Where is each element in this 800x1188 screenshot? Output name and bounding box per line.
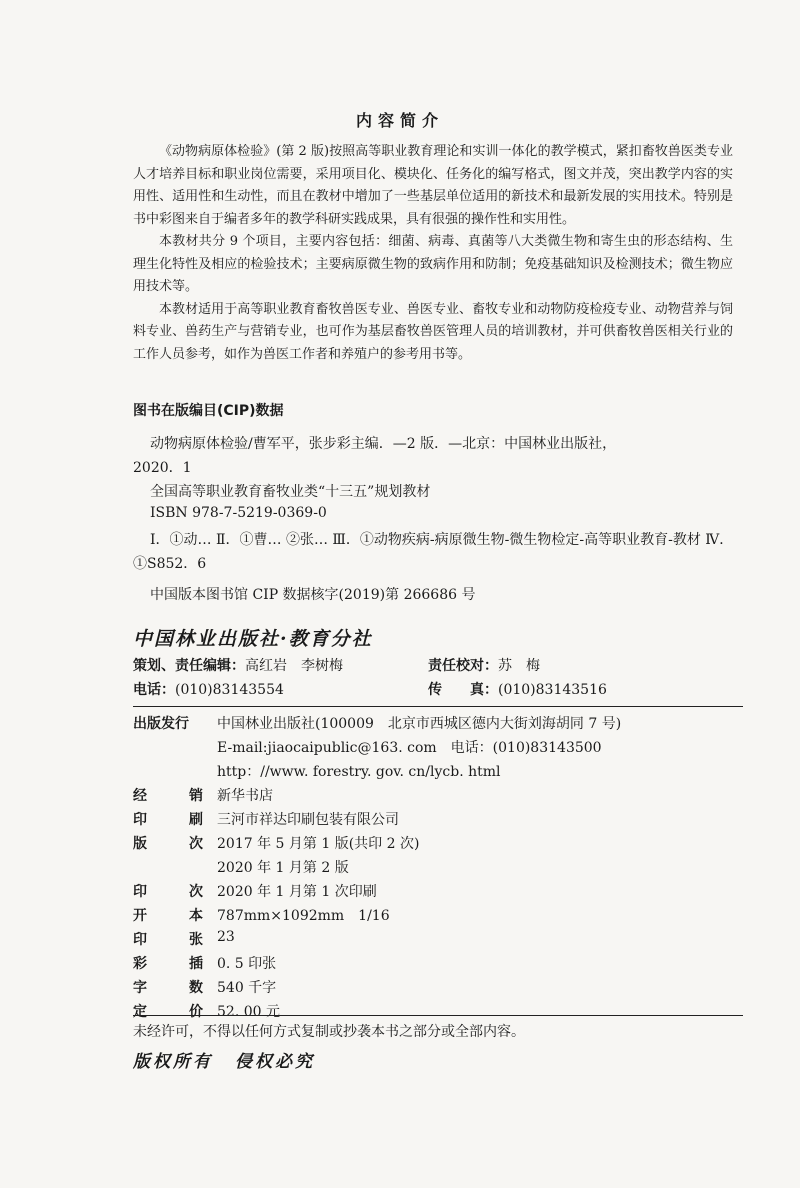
cip-line-1b: 2020．1	[133, 460, 192, 476]
detail-key-char-2: 本	[189, 908, 203, 924]
editor-label: 策划、责任编辑：	[133, 658, 245, 674]
intro-paragraph-3: 本教材适用于高等职业教育畜牧兽医专业、兽医专业、畜牧专业和动物防疫检疫专业、动物营养与饲料专业、兽药生产与营销专业，也可作为基层畜牧兽医管理人员的培训教材，并可供畜牧兽医相关行业的工作人员参考，如作为兽医工作者和养殖户的参考用书等。	[133, 301, 733, 362]
detail-value: 52. 00 元	[217, 1004, 280, 1020]
detail-key-char-1: 印	[133, 812, 147, 828]
detail-key-char-2: 次	[189, 884, 203, 900]
detail-key-char-1: 开	[133, 908, 147, 924]
infringement-notice: 侵权必究	[235, 1052, 315, 1072]
proof-value: 苏 梅	[498, 658, 540, 674]
detail-key-char-2: 刷	[189, 812, 203, 828]
website-line: http：//www. forestry. gov. cn/lycb. html	[217, 764, 501, 780]
detail-key-char-1: 印	[133, 884, 147, 900]
detail-row	[133, 785, 273, 805]
detail-key	[133, 929, 203, 949]
intro-section	[133, 141, 733, 366]
detail-key-char-2: 数	[189, 980, 203, 996]
detail-value: 787mm×1092mm 1/16	[217, 908, 390, 924]
divider-bottom	[133, 1015, 743, 1016]
detail-row	[133, 977, 276, 997]
detail-key	[133, 1001, 203, 1021]
rights-reserved: 版权所有	[133, 1052, 213, 1072]
detail-key-char-2: 次	[189, 836, 203, 852]
detail-value: 23	[217, 929, 235, 945]
intro-paragraph-1: 《动物病原体检验》(第 2 版)按照高等职业教育理论和实训一体化的教学模式，紧扣畜牧兽医类专业人才培养目标和职业岗位需要，采用项目化、模块化、任务化的编写格式，图文并茂，突出教学内容的实用性、适用性和生动性，而且在教材中增加了一些基层单位适用的新技术和最新发展的实用技术。特别是书中彩图来自于编者多年的教学科研实践成果，具有很强的操作性和实用性。	[133, 144, 733, 227]
editor-row	[133, 655, 343, 675]
detail-row	[133, 953, 276, 973]
detail-key-char-1: 版	[133, 836, 147, 852]
detail-key-char-1: 定	[133, 1004, 147, 1020]
detail-key-char-2: 销	[189, 788, 203, 804]
fax-label: 传 真：	[428, 682, 498, 698]
detail-key	[133, 977, 203, 997]
cip-heading: 图书在版编目(CIP)数据	[133, 403, 284, 419]
detail-value: 540 千字	[217, 980, 277, 996]
cip-classification: Ⅰ．①动… Ⅱ．①曹… ②张… Ⅲ．①动物疾病-病原微生物-微生物检定-高等职业教育-教材 Ⅳ．①S852．6	[133, 532, 734, 572]
detail-key	[133, 953, 203, 973]
detail-value: 新华书店	[217, 788, 273, 804]
publish-key: 出版发行	[133, 716, 189, 732]
page-title: 内容简介	[355, 111, 444, 130]
detail-row	[133, 905, 390, 925]
detail-key	[133, 785, 203, 805]
detail-value: 2020 年 1 月第 1 次印刷	[217, 884, 377, 900]
detail-value: 2017 年 5 月第 1 版(共印 2 次)	[217, 836, 420, 852]
detail-row	[133, 857, 349, 877]
detail-row	[133, 1001, 280, 1021]
detail-key-char-2: 价	[189, 1004, 203, 1020]
copy-notice: 未经许可，不得以任何方式复制或抄袭本书之部分或全部内容。	[133, 1024, 525, 1040]
publisher-banner: 中国林业出版社·教育分社	[133, 628, 373, 650]
detail-value: 2020 年 1 月第 2 版	[217, 860, 349, 876]
cip-series: 全国高等职业教育畜牧业类“十三五”规划教材	[150, 484, 431, 500]
publish-row	[133, 713, 621, 733]
email-line: E-mail:jiaocaipublic@163. com 电话：(010)83143500	[217, 740, 602, 756]
intro-paragraph-2: 本教材共分 9 个项目，主要内容包括：细菌、病毒、真菌等八大类微生物和寄生虫的形态结构、生理生化特性及相应的检验技术；主要病原微生物的致病作用和防制；免疫基础知识及检测技术；微生物应用技术等。	[133, 234, 733, 294]
rights-line	[133, 1047, 337, 1072]
fax-value: (010)83143516	[498, 682, 607, 698]
phone-value: (010)83143554	[175, 682, 284, 698]
detail-key-char-1: 经	[133, 788, 147, 804]
detail-key	[133, 857, 203, 877]
divider-top	[133, 706, 743, 707]
fax-row	[428, 679, 607, 699]
cip-line-1: 动物病原体检验/曹军平，张步彩主编．—2 版．—北京：中国林业出版社，	[150, 436, 617, 452]
detail-key	[133, 905, 203, 925]
phone-row	[133, 679, 284, 699]
detail-row	[133, 881, 377, 901]
detail-key-char-1: 彩	[133, 956, 147, 972]
detail-row	[133, 809, 399, 829]
detail-key	[133, 881, 203, 901]
phone-label: 电话：	[133, 682, 175, 698]
detail-key-char-2: 张	[189, 932, 203, 948]
detail-key-char-2: 插	[189, 956, 203, 972]
cip-isbn: ISBN 978-7-5219-0369-0	[150, 505, 327, 521]
detail-key	[133, 809, 203, 829]
detail-key-char-1: 字	[133, 980, 147, 996]
detail-row	[133, 929, 235, 949]
publish-value: 中国林业出版社(100009 北京市西城区德内大街刘海胡同 7 号)	[217, 716, 622, 732]
proofreader-row	[428, 655, 540, 675]
proof-label: 责任校对：	[428, 658, 498, 674]
detail-value: 三河市祥达印刷包装有限公司	[217, 812, 399, 828]
editor-value: 高红岩 李树梅	[245, 658, 343, 674]
detail-key-char-1: 印	[133, 932, 147, 948]
detail-key	[133, 833, 203, 853]
detail-row	[133, 833, 419, 853]
cip-record: 中国版本图书馆 CIP 数据核字(2019)第 266686 号	[150, 587, 476, 603]
detail-value: 0. 5 印张	[217, 956, 277, 972]
